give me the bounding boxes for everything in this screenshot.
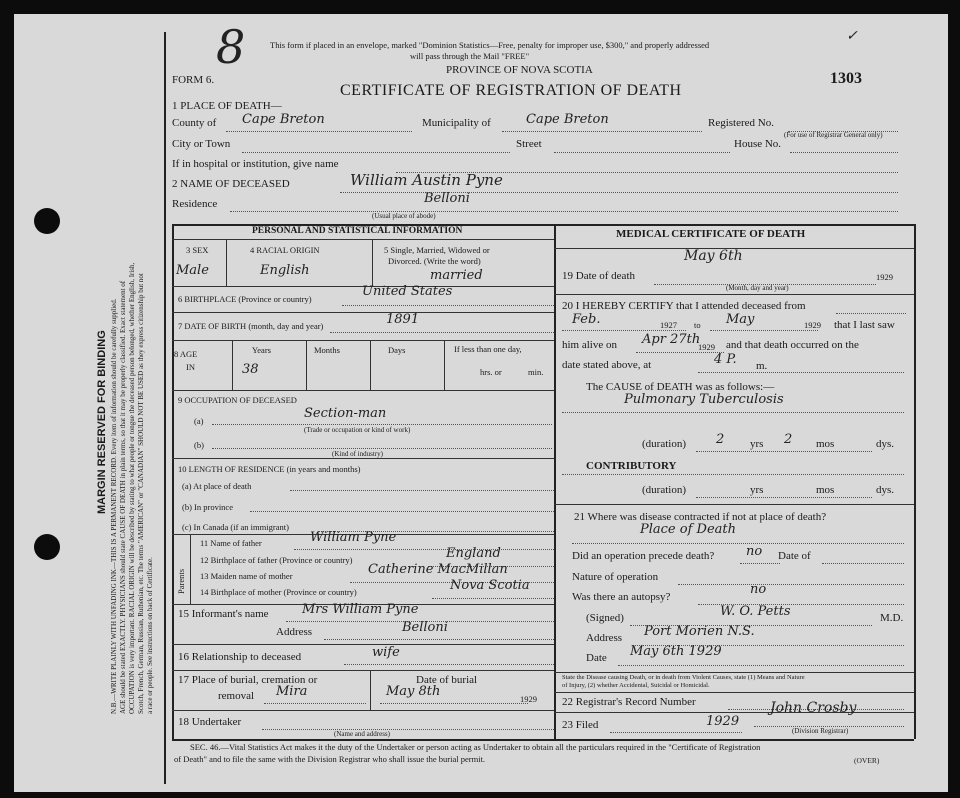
attended-to-label: to bbox=[694, 320, 701, 330]
physician-address-label: Address bbox=[586, 632, 623, 644]
days-label: Days bbox=[388, 345, 406, 355]
over-label: (OVER) bbox=[854, 756, 880, 765]
deceased-name-value: William Austin Pyne bbox=[350, 171, 503, 189]
attended-from-year: 1927 bbox=[660, 320, 677, 330]
margin-note-4: Scotch, French, German, Russian, Ruthenian, etc. The terms "AMERICAN" or "CANADIAN" SHOULD NOT BE USED as they express citizenship but not bbox=[137, 273, 145, 714]
burial-label-1: 17 Place of burial, cremation or bbox=[178, 674, 318, 686]
dys-label: dys. bbox=[876, 438, 895, 450]
occupation-b-label: (b) bbox=[194, 440, 204, 450]
informant-label: 15 Informant's name bbox=[178, 608, 269, 620]
death-time-m: m. bbox=[756, 360, 768, 372]
informant-value: Mrs William Pyne bbox=[302, 602, 419, 617]
margin-note-1: N.B.—WRITE PLAINLY WITH UNFADING INK—THIS IS A PERMANENT RECORD. Every item of information should be carefully supplied. bbox=[110, 298, 118, 714]
certify-last-saw: that I last saw bbox=[834, 319, 895, 331]
residence-note: (Usual place of abode) bbox=[372, 212, 436, 220]
father-birthplace-label: 12 Birthplace of father (Province or country) bbox=[200, 555, 353, 565]
relationship-value: wife bbox=[372, 645, 400, 660]
autopsy-value: no bbox=[750, 582, 767, 597]
mother-name-value: Catherine MacMillan bbox=[368, 562, 508, 577]
division-registrar-note: (Division Registrar) bbox=[792, 727, 849, 735]
mos-label: mos bbox=[816, 438, 835, 450]
attended-to-year: 1929 bbox=[804, 320, 821, 330]
province-label: PROVINCE OF NOVA SCOTIA bbox=[446, 64, 593, 76]
residence-a: (a) At place of death bbox=[182, 481, 252, 491]
age-label-in: IN bbox=[186, 362, 195, 372]
medical-heading: MEDICAL CERTIFICATE OF DEATH bbox=[616, 228, 806, 240]
father-name-value: William Pyne bbox=[310, 530, 397, 545]
house-label: House No. bbox=[734, 138, 782, 150]
margin-note-5: a race or people. See instructions on back of Certificate. bbox=[146, 557, 154, 714]
physician-date-label: Date bbox=[586, 652, 607, 664]
violent-note-1: State the Disease causing Death, or in death from Violent Causes, state (1) Means and Nature bbox=[562, 674, 805, 681]
disease-contracted-value: Place of Death bbox=[640, 522, 736, 537]
duration-label-1: (duration) bbox=[642, 438, 686, 450]
date-of-label: Date of bbox=[778, 550, 811, 562]
residence-length-label: 10 LENGTH OF RESIDENCE (in years and months) bbox=[178, 464, 361, 474]
birthplace-label: 6 BIRTHPLACE (Province or country) bbox=[178, 294, 312, 304]
him-alive-label: him alive on bbox=[562, 339, 617, 351]
duration-mos-value: 2 bbox=[784, 432, 793, 447]
footer-line-2: of Death" and to file the same with the Division Registrar who shall issue the burial permit. bbox=[174, 754, 486, 764]
physician-signature: W. O. Petts bbox=[720, 604, 791, 619]
yrs-label: yrs bbox=[750, 438, 764, 450]
personal-heading: PERSONAL AND STATISTICAL INFORMATION bbox=[252, 226, 463, 236]
attended-from-value: Feb. bbox=[572, 312, 601, 327]
burial-date-value: May 8th bbox=[386, 684, 441, 699]
dys-label-2: dys. bbox=[876, 484, 895, 496]
residence-b: (b) In province bbox=[182, 502, 233, 512]
md-label: M.D. bbox=[880, 612, 904, 624]
certify-line-1: 20 I HEREBY CERTIFY that I attended deceased from bbox=[562, 300, 806, 312]
autopsy-label: Was there an autopsy? bbox=[572, 591, 671, 603]
age-label: 8 AGE bbox=[174, 349, 198, 359]
filed-year: 1929 bbox=[706, 714, 740, 729]
hospital-label: If in hospital or institution, give name bbox=[172, 158, 339, 170]
place-of-death-heading: 1 PLACE OF DEATH— bbox=[172, 100, 282, 112]
county-label: County of bbox=[172, 117, 217, 129]
county-value: Cape Breton bbox=[242, 112, 325, 127]
occupation-a-label: (a) bbox=[194, 416, 204, 426]
cause-value: Pulmonary Tuberculosis bbox=[624, 392, 784, 407]
signed-label: (Signed) bbox=[586, 612, 624, 624]
hrs-label: hrs. or bbox=[480, 367, 502, 377]
relationship-label: 16 Relationship to deceased bbox=[178, 651, 302, 663]
yrs-label-2: yrs bbox=[750, 484, 764, 496]
operation-label: Did an operation precede death? bbox=[572, 550, 715, 562]
attended-to-value: May bbox=[726, 312, 755, 327]
binding-hole-top bbox=[34, 208, 60, 234]
record-number-label: 22 Registrar's Record Number bbox=[562, 696, 696, 708]
parents-label: Parents bbox=[176, 568, 186, 594]
undertaker-label: 18 Undertaker bbox=[178, 716, 242, 728]
months-label: Months bbox=[314, 345, 340, 355]
mother-name-label: 13 Maiden name of mother bbox=[200, 571, 293, 581]
marital-label-2: Divorced. (Write the word) bbox=[388, 256, 481, 266]
binding-label: MARGIN RESERVED FOR BINDING bbox=[96, 330, 108, 514]
burial-date-label: Date of burial bbox=[416, 674, 478, 686]
footer-line-1: SEC. 46.—Vital Statistics Act makes it the duty of the Undertaker or person acting as Undertaker to obtain all the particulars required in the "Certificate of Registration bbox=[190, 742, 761, 752]
duration-label-2: (duration) bbox=[642, 484, 686, 496]
date-of-death-value: May 6th bbox=[684, 248, 743, 264]
registered-label: Registered No. bbox=[708, 117, 774, 129]
residence-value: Belloni bbox=[424, 191, 470, 206]
death-time-value: 4 P. bbox=[714, 352, 737, 367]
age-years-value: 38 bbox=[242, 362, 259, 377]
nature-label: Nature of operation bbox=[572, 571, 659, 583]
father-name-label: 11 Name of father bbox=[200, 538, 262, 548]
contributory-label: CONTRIBUTORY bbox=[586, 460, 677, 472]
filed-label: 23 Filed bbox=[562, 719, 599, 731]
informant-address-value: Belloni bbox=[402, 620, 448, 635]
margin-note-2: AGE should be stated EXACTLY. PHYSICIANS should state CAUSE OF DEATH in plain terms, so that it may be properly classified. Exact statement of bbox=[119, 280, 127, 714]
municipality-value: Cape Breton bbox=[526, 112, 609, 127]
dob-label: 7 DATE OF BIRTH (month, day and year) bbox=[178, 321, 324, 331]
date-stated-label: date stated above, at bbox=[562, 359, 652, 371]
binding-hole-bottom bbox=[34, 534, 60, 560]
mos-label-2: mos bbox=[816, 484, 835, 496]
physician-address-value: Port Morien N.S. bbox=[644, 624, 755, 639]
residence-c: (c) In Canada (if an immigrant) bbox=[182, 522, 289, 532]
informant-address-label: Address bbox=[276, 626, 313, 638]
margin-note-3: OCCUPATION is very important. RACIAL ORIGIN will be described by stating to what people or tongue the deceased person belonged, whether English, Irish, bbox=[128, 262, 136, 714]
registrar-note: (For use of Registrar General only) bbox=[784, 131, 883, 139]
operation-value: no bbox=[746, 544, 763, 559]
marital-value: married bbox=[430, 268, 483, 283]
date-of-death-note: (Month, day and year) bbox=[726, 284, 789, 292]
deceased-name-label: 2 NAME OF DECEASED bbox=[172, 178, 290, 190]
occupation-label: 9 OCCUPATION OF DECEASED bbox=[178, 395, 297, 405]
mother-birthplace-value: Nova Scotia bbox=[450, 578, 530, 593]
mother-birthplace-label: 14 Birthplace of mother (Province or country) bbox=[200, 587, 357, 597]
marital-label-1: 5 Single, Married, Widowed or bbox=[384, 245, 490, 255]
envelope-note-2: will pass through the Mail "FREE" bbox=[410, 51, 530, 61]
street-label: Street bbox=[516, 138, 542, 150]
registrar-signature: John Crosby bbox=[770, 700, 857, 716]
death-certificate bbox=[14, 14, 948, 792]
years-label: Years bbox=[252, 345, 271, 355]
industry-note: (Kind of industry) bbox=[332, 450, 383, 458]
city-label: City or Town bbox=[172, 138, 231, 150]
disease-contracted-label: 21 Where was disease contracted if not at place of death? bbox=[574, 511, 827, 523]
tick-mark: ✓ bbox=[846, 28, 858, 44]
last-seen-year: 1929 bbox=[698, 342, 715, 352]
duration-yrs-value: 2 bbox=[716, 432, 725, 447]
sex-value: Male bbox=[176, 263, 209, 278]
form-number: FORM 6. bbox=[172, 74, 215, 86]
certificate-number: 1303 bbox=[830, 70, 862, 87]
last-seen-value: Apr 27th bbox=[642, 332, 701, 347]
certify-death-occurred: and that death occurred on the bbox=[726, 339, 859, 351]
less-than-day-label: If less than one day, bbox=[454, 344, 522, 354]
physician-date-value: May 6th 1929 bbox=[630, 644, 722, 659]
certificate-title: CERTIFICATE OF REGISTRATION OF DEATH bbox=[340, 82, 682, 99]
burial-year-value: 1929 bbox=[520, 694, 537, 704]
residence-label: Residence bbox=[172, 198, 218, 210]
birthplace-value: United States bbox=[362, 284, 453, 299]
sex-label: 3 SEX bbox=[186, 245, 209, 255]
occupation-value: Section-man bbox=[304, 406, 387, 421]
father-birthplace-value: England bbox=[446, 546, 501, 561]
municipality-label: Municipality of bbox=[422, 117, 491, 129]
handwritten-number: 8 bbox=[216, 20, 246, 74]
date-of-death-label: 19 Date of death bbox=[562, 270, 635, 282]
min-label: min. bbox=[528, 367, 544, 377]
cause-label: The CAUSE of DEATH was as follows:— bbox=[586, 381, 775, 393]
undertaker-note: (Name and address) bbox=[334, 730, 390, 738]
racial-origin-value: English bbox=[260, 263, 310, 278]
racial-origin-label: 4 RACIAL ORIGIN bbox=[250, 245, 320, 255]
occupation-note: (Trade or occupation or kind of work) bbox=[304, 426, 411, 434]
burial-label-2: removal bbox=[218, 690, 255, 702]
dob-value: 1891 bbox=[386, 312, 420, 327]
violent-note-2: of Injury, (2) whether Accidental, Suicidal or Homicidal. bbox=[562, 682, 710, 689]
date-of-death-year: 1929 bbox=[876, 272, 893, 282]
burial-place-value: Mira bbox=[276, 684, 308, 699]
envelope-note: This form if placed in an envelope, marked "Dominion Statistics—Free, penalty for improper use, $300," and properly addressed bbox=[270, 40, 710, 50]
